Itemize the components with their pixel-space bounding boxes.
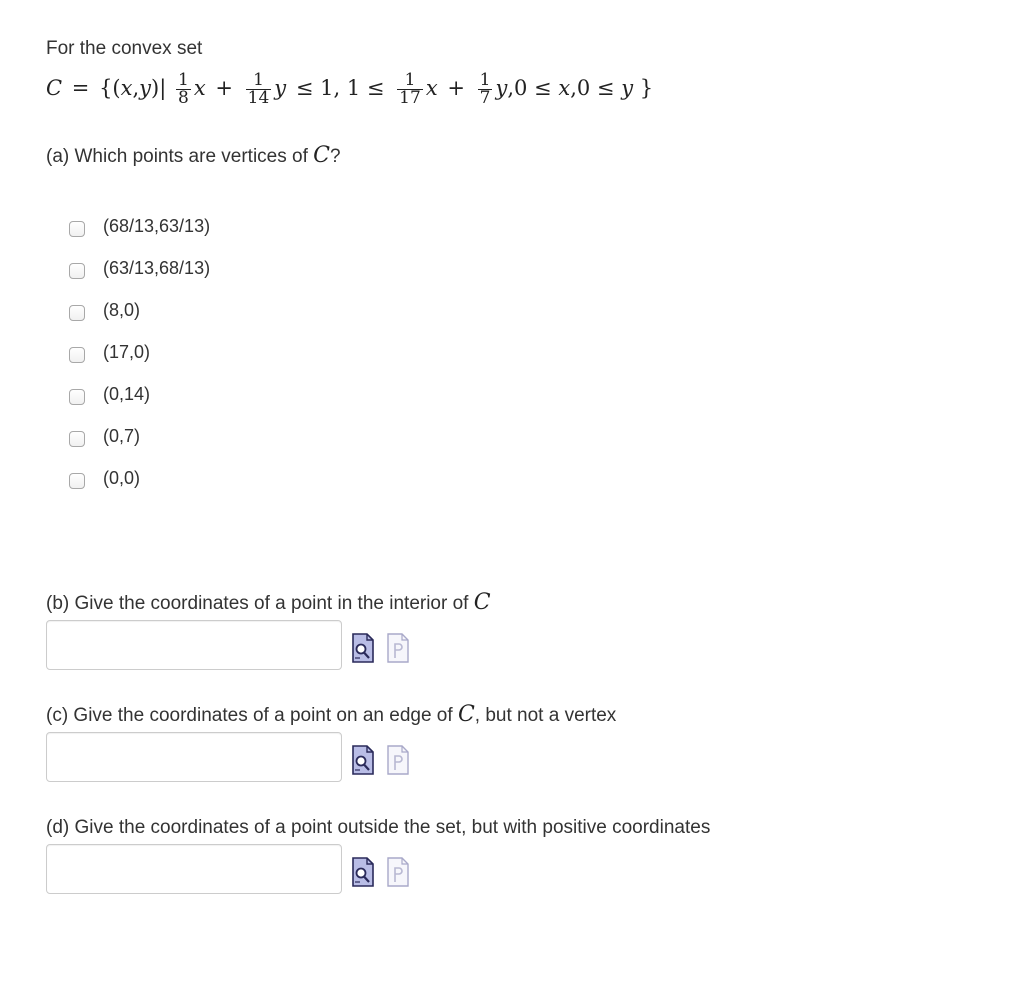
formula-term-y1: y (274, 76, 287, 100)
fraction-1-8: $\frac{1}{8}$ (178, 70, 189, 108)
formula-term-y3: y (621, 76, 634, 100)
preview-icon[interactable] (351, 633, 375, 663)
formula-set-open: {( (99, 76, 121, 100)
part-c-prompt-var: C (457, 702, 475, 727)
part-b-prompt-text: (b) Give the coordinates of a point in the interior of (46, 593, 469, 614)
part-d-answer-input[interactable] (46, 844, 342, 894)
fraction-1-14: $\frac{1}{14}$ (247, 70, 270, 108)
option-checkbox[interactable] (69, 347, 85, 363)
formula-comma: , (132, 76, 140, 100)
part-b-prompt (46, 592, 491, 615)
formula-sep-1: ,0 ≤ (507, 76, 552, 100)
formula-set-bar: )| (151, 76, 167, 100)
formula-plus-1: + (215, 76, 233, 100)
option-checkbox[interactable] (69, 431, 85, 447)
formula-var-x: x (120, 76, 133, 100)
formula-term-x1: x (193, 76, 206, 100)
option-checkbox[interactable] (69, 263, 85, 279)
entry-help-icon[interactable] (386, 857, 410, 887)
option-label[interactable]: (0,7) (103, 426, 141, 446)
formula-term-x2: x (425, 76, 438, 100)
formula-set-name: C (46, 76, 63, 100)
part-b-prompt-var: C (473, 590, 491, 615)
option-label[interactable]: (0,14) (103, 384, 151, 404)
formula-sep-2: ,0 ≤ (570, 76, 615, 100)
convex-set-formula (46, 70, 653, 107)
part-b-answer-input[interactable] (46, 620, 342, 670)
entry-help-icon[interactable] (386, 745, 410, 775)
part-a-prompt (46, 145, 341, 168)
part-c-answer-input[interactable] (46, 732, 342, 782)
fraction-1-17: $\frac{1}{17}$ (399, 70, 421, 108)
part-a-prompt-text: (a) Which points are vertices of (46, 146, 308, 167)
option-label[interactable]: (0,0) (103, 468, 141, 488)
fraction-1-7: $\frac{1}{7}$ (479, 70, 491, 108)
part-c-prompt (46, 704, 616, 727)
formula-equals: = (71, 76, 90, 100)
formula-term-y2: y (495, 76, 508, 100)
formula-var-y: y (139, 76, 152, 100)
formula-plus-2: + (447, 76, 465, 100)
entry-help-icon[interactable] (386, 633, 410, 663)
part-c-prompt-suffix: , but not a vertex (474, 705, 617, 726)
option-checkbox[interactable] (69, 389, 85, 405)
option-label[interactable]: (8,0) (103, 300, 141, 320)
option-label[interactable]: (17,0) (103, 342, 151, 362)
formula-set-close: } (639, 76, 654, 100)
part-d-prompt: (d) Give the coordinates of a point outside the set, but with positive coordinates (46, 817, 711, 838)
option-checkbox[interactable] (69, 473, 85, 489)
preview-icon[interactable] (351, 745, 375, 775)
question-intro: For the convex set (46, 38, 203, 59)
formula-term-x3: x (558, 76, 571, 100)
formula-leq-one: ≤ 1, 1 ≤ (295, 76, 385, 100)
option-label[interactable]: (68/13,63/13) (103, 216, 211, 236)
preview-icon[interactable] (351, 857, 375, 887)
option-label[interactable]: (63/13,68/13) (103, 258, 211, 278)
part-a-prompt-suffix: ? (330, 146, 341, 167)
option-checkbox[interactable] (69, 305, 85, 321)
part-c-prompt-text: (c) Give the coordinates of a point on an edge of (46, 705, 453, 726)
option-checkbox[interactable] (69, 221, 85, 237)
part-a-prompt-var: C (313, 143, 330, 168)
